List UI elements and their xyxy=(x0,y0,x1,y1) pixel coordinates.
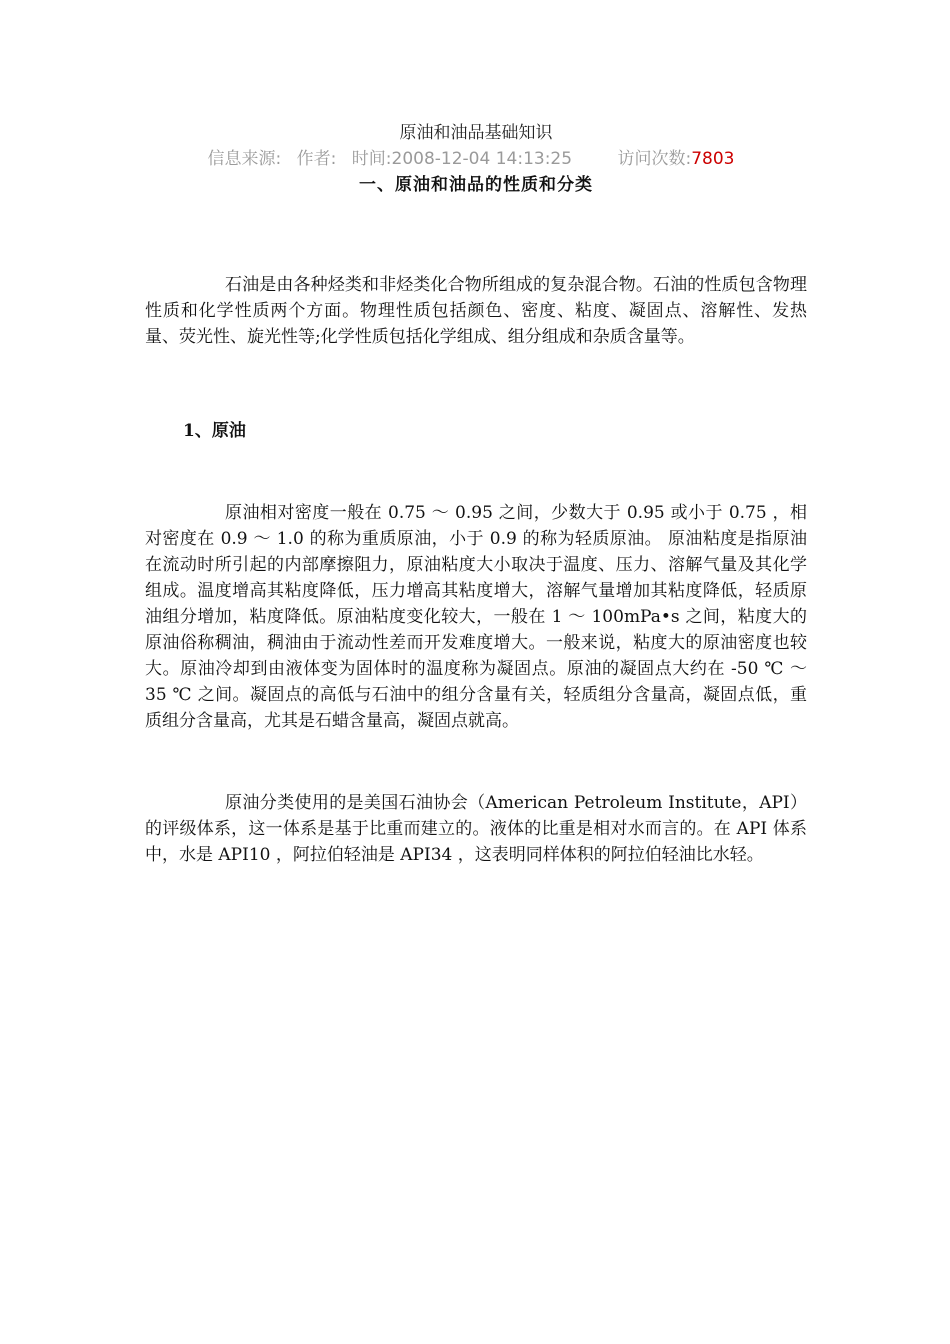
api-classification-paragraph: 原油分类使用的是美国石油协会（American Petroleum Institute，API）的评级体系，这一体系是基于比重而建立的。液体的比重是相对水而言的。在 API 体系中，水是 API10 ，阿拉伯轻油是 API34 ，这表明同样体积的阿拉伯轻油比水轻。 xyxy=(145,793,807,865)
subsection-heading: 1、原油 xyxy=(183,421,246,441)
time-label: 时间: xyxy=(351,149,392,169)
visits-count: 7803 xyxy=(691,149,735,169)
visits-label: 访问次数: xyxy=(617,149,692,169)
article-meta xyxy=(135,146,807,172)
author-label: 作者: xyxy=(296,149,337,169)
intro-paragraph: 石油是由各种烃类和非烃类化合物所组成的复杂混合物。石油的性质包含物理性质和化学性质两个方面。物理性质包括颜色、密度、粘度、凝固点、溶解性、发热量、荧光性、旋光性等;化学性质包括化学组成、组分组成和杂质含量等。 xyxy=(145,275,807,347)
document-page xyxy=(145,120,807,868)
time-value: 2008-12-04 14:13:25 xyxy=(391,149,573,169)
source-label: 信息来源: xyxy=(207,149,282,169)
section-heading: 一、原油和油品的性质和分类 xyxy=(359,175,593,195)
crude-oil-paragraph: 原油相对密度一般在 0.75 ～ 0.95 之间，少数大于 0.95 或小于 0.75 ，相对密度在 0.9 ～ 1.0 的称为重质原油，小于 0.9 的称为轻质原油。 原油粘度是指原油在流动时所引起的内部摩擦阻力，原油粘度大小取决于温度、压力、溶解气量及其化学组成。温度增高其粘度降低，压力增高其粘度增大，溶解气量增加其粘度降低，轻质原油组分增加，粘度降低。原油粘度变化较大，一般在 1 ～ 100mPa•s 之间，粘度大的原油俗称稠油，稠油由于流动性差而开发难度增大。一般来说，粘度大的原油密度也较大。原油冷却到由液体变为固体时的温度称为凝固点。原油的凝固点大约在 -50 ℃ ～ 35 ℃ 之间。凝固点的高低与石油中的组分含量有关，轻质组分含量高，凝固点低，重质组分含量高，尤其是石蜡含量高，凝固点就高。 xyxy=(145,503,807,731)
document-title: 原油和油品基础知识 xyxy=(399,123,553,143)
